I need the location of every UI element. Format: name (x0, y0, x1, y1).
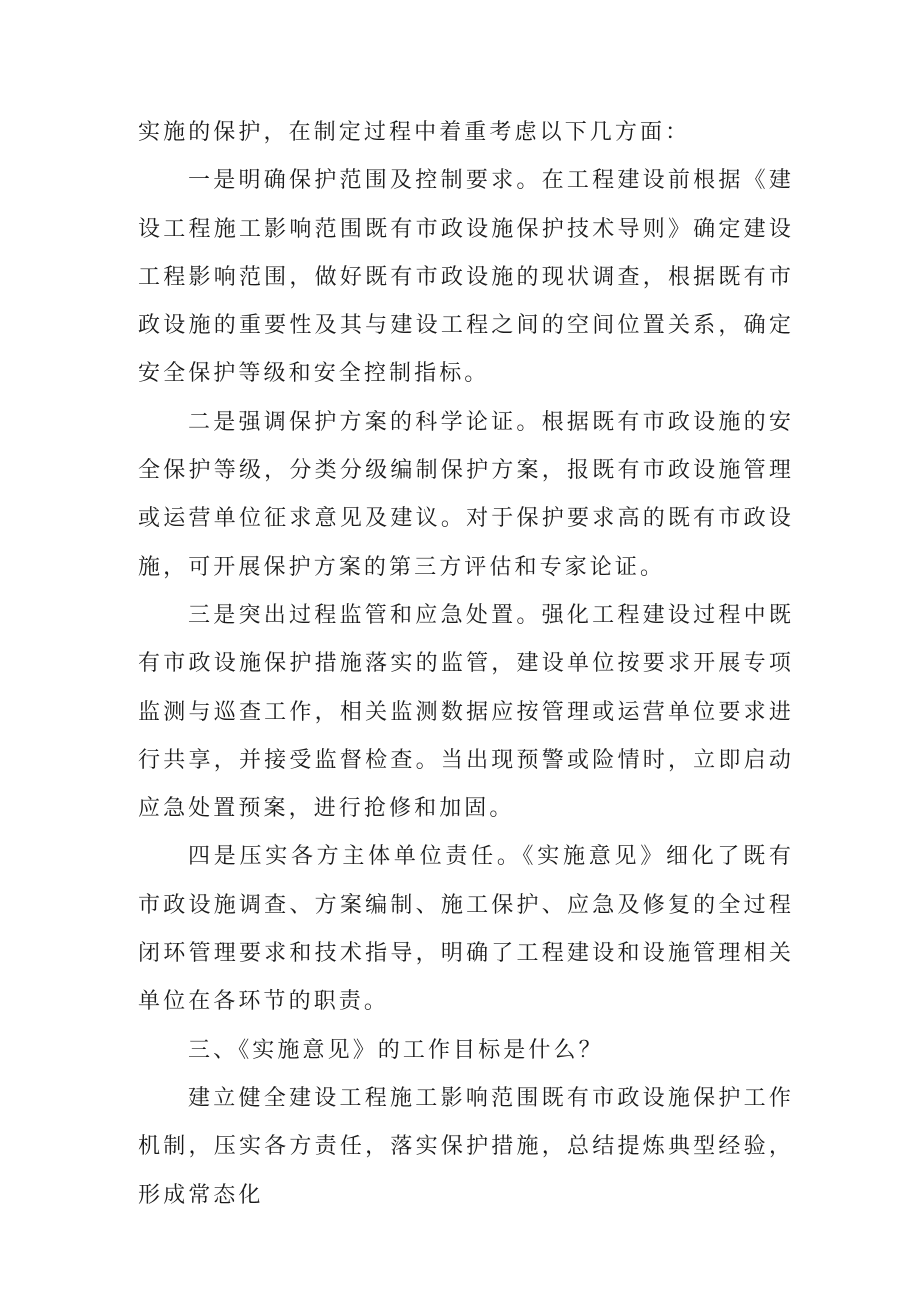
section-heading-goals: 三、《实施意见》的工作目标是什么？ (188, 1037, 604, 1063)
paragraph-responsibility: 四是压实各方主体单位责任。《实施意见》细化了既有市政设施调查、方案编制、施工保护、应急及修复的全过程闭环管理要求和技术指导，明确了工程建设和设施管理相关单位在各环节的职责。 (138, 844, 794, 1015)
paragraph-continuation: 实施的保护，在制定过程中着重考虑以下几方面： (138, 120, 691, 145)
document-body (138, 109, 794, 1220)
paragraph-plan-review: 二是强调保护方案的科学论证。根据既有市政设施的安全保护等级，分类分级编制保护方案，报既有市政设施管理或运营单位征求意见及建议。对于保护要求高的既有市政设施，可开展保护方案的第三方评估和专家论证。 (138, 409, 794, 580)
paragraph-scope-control: 一是明确保护范围及控制要求。在工程建设前根据《建设工程施工影响范围既有市政设施保护技术导则》确定建设工程影响范围，做好既有市政设施的现状调查，根据既有市政设施的重要性及其与建设工程之间的空间位置关系，确定安全保护等级和安全控制指标。 (138, 168, 794, 387)
paragraph-supervision-emergency: 三是突出过程监管和应急处置。强化工程建设过程中既有市政设施保护措施落实的监管，建设单位按要求开展专项监测与巡查工作，相关监测数据应按管理或运营单位要求进行共享，并接受监督检查。当出现预警或险情时，立即启动应急处置预案，进行抢修和加固。 (138, 602, 794, 822)
paragraph-goals: 建立健全建设工程施工影响范围既有市政设施保护工作机制，压实各方责任，落实保护措施，总结提炼典型经验，形成常态化 (138, 1085, 794, 1208)
